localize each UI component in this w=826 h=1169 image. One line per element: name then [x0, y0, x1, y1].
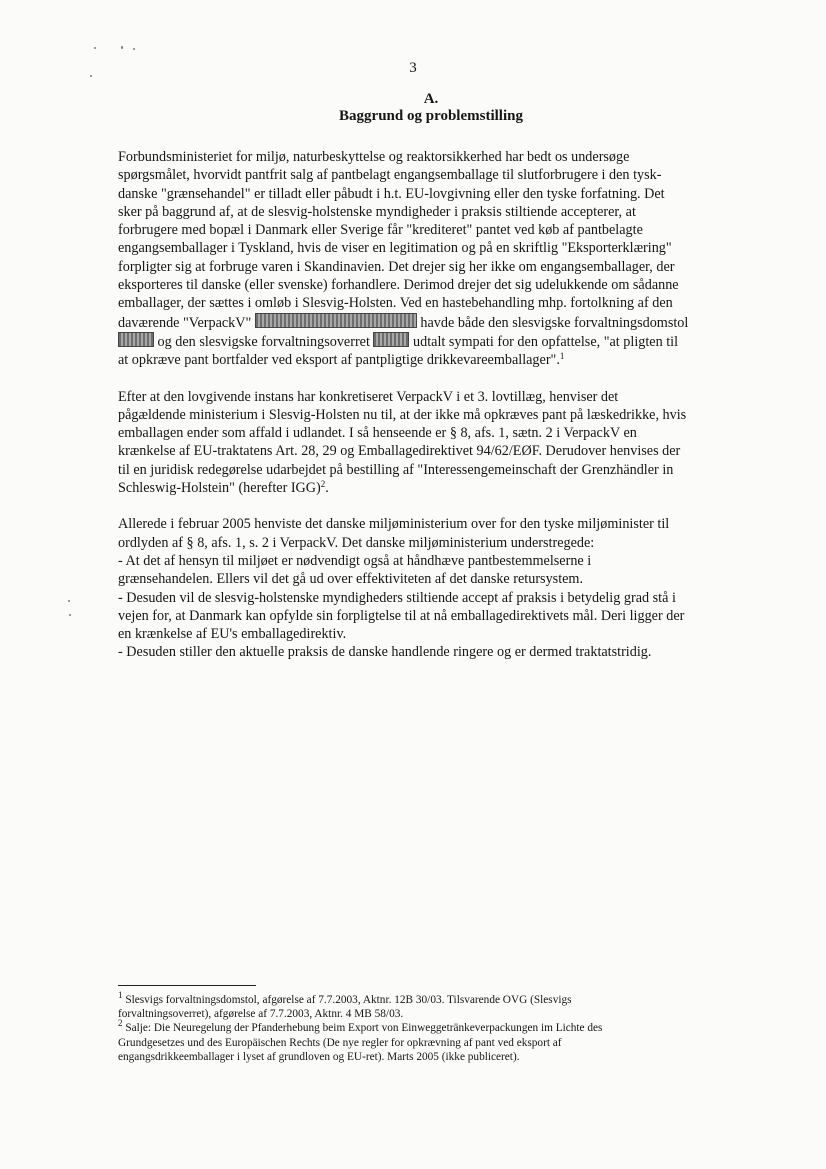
text-line	[118, 515, 748, 533]
text-run: at opkræve pant bortfalder ved eksport af pantpligtige drikkevareemballager".	[118, 352, 560, 369]
text-run: daværende "VerpackV"	[118, 314, 255, 331]
text-run: forpligter sig at forbruge varen i Skandinavien. Det drejer sig her ikke om engangsemballager, der	[118, 258, 675, 275]
text-line	[118, 166, 748, 184]
paragraph	[118, 148, 748, 370]
text-run: engangsemballager i Tyskland, hvis de viser en legitimation og på en skriftlig "Eksporterklæring"	[118, 240, 672, 257]
text-run: Allerede i februar 2005 henviste det danske miljøministerium over for den tyske miljøminister til	[118, 516, 670, 533]
text-run: Forbundsministeriet for miljø, naturbeskyttelse og reaktorsikkerhed har bedt os undersøge	[118, 149, 630, 165]
text-run: ordlyden af § 8, afs. 1, s. 2 i VerpackV. Det danske miljøministerium understregede:	[118, 534, 595, 551]
text-run: danske "grænsehandel" er tilladt eller påbudt i h.t. EU-lovgivning eller den tyske forfatning. Det	[118, 185, 665, 202]
text-line	[118, 221, 748, 239]
text-run: - Desuden stiller den aktuelle praksis de danske handlende ringere og er dermed traktatstridig.	[118, 644, 652, 661]
text-line	[118, 258, 748, 276]
text-line	[118, 388, 748, 406]
text-line	[118, 203, 748, 221]
text-run: spørgsmålet, hvorvidt pantfrit salg af pantbelagt engangsemballage til slutforbrugere i den tysk-	[118, 167, 662, 184]
text-run: Grundgesetzes und des Europäischen Rechts (De nye regler for opkrævning af pant ved eksport af	[118, 1036, 562, 1049]
text-line	[118, 406, 748, 424]
section-title: Baggrund og problemstilling	[339, 108, 523, 124]
text-run: vejen for, at Danmark kan opfylde sin forpligtelse til at nå emballagedirektivets mål. Deri ligger der	[118, 607, 685, 624]
text-line	[118, 461, 748, 479]
text-run: Slesvigs forvaltningsdomstol, afgørelse af 7.7.2003, Aktnr. 12B 30/03. Tilsvarende OVG (Slesvigs	[122, 994, 572, 1006]
text-run: forbrugere med bopæl i Danmark eller Sverige får "krediteret" pantet ved køb af pantbelagte	[118, 222, 643, 239]
footnote-line	[118, 990, 718, 1007]
text-run: sker på baggrund af, at de slesvig-holstenske myndigheder i praksis stiltiende accepterer, at	[118, 203, 636, 220]
text-line	[118, 442, 748, 460]
footnote-number: 1	[118, 990, 123, 1000]
text-run: pågældende ministerium i Slesvig-Holsten nu til, at der ikke må opkræves pant på læskedrikke, hvis	[118, 406, 687, 423]
text-line	[118, 351, 748, 369]
paragraph	[118, 388, 748, 498]
text-line	[118, 552, 748, 570]
text-run: engangsdrikkeemballager i lyset af grundloven og EU-ret). Marts 2005 (ikke publiceret).	[118, 1050, 520, 1063]
footnote-line	[118, 1050, 718, 1064]
text-run: en krænkelse af EU's emballagedirektiv.	[118, 626, 347, 643]
body-text	[118, 148, 748, 680]
text-run: emballager, der sættes i omløb i Slesvig-Holsten. Ved en hastebehandling mhp. fortolkning af den	[118, 295, 673, 312]
text-run: og den slesvigske forvaltningsoverret	[154, 333, 374, 350]
text-line	[118, 479, 748, 497]
text-line	[118, 589, 748, 607]
text-run: udtalt sympati for den opfattelse, "at pligten til	[409, 333, 679, 350]
text-line	[118, 424, 748, 442]
text-line	[118, 332, 748, 351]
footnote-line	[118, 1018, 718, 1035]
scan-speck	[121, 46, 123, 49]
redaction-block	[255, 313, 417, 328]
footnote-line	[118, 1007, 718, 1021]
footnote-separator	[118, 985, 256, 986]
text-run: eksporteres til danske (eller svenske) forhandlere. Derimod drejer det sig udelukkende om sådanne	[118, 277, 679, 294]
redaction-block	[373, 332, 409, 347]
text-run: forvaltningsoverret), afgørelse af 7.7.2003, Aktnr. 4 MB 58/03.	[118, 1008, 404, 1021]
text-line	[118, 185, 748, 203]
footnote	[118, 990, 718, 1021]
scan-speck	[68, 600, 70, 602]
text-line	[118, 534, 748, 552]
footnote-reference: 1	[559, 351, 565, 362]
scan-speck	[94, 47, 96, 49]
text-line	[118, 313, 748, 332]
text-run: Salje: Die Neuregelung der Pfanderhebung beim Export von Einweggetränkeverpackungen im Lichte des	[122, 1022, 603, 1035]
text-line	[118, 294, 748, 312]
text-line	[118, 643, 748, 661]
scan-speck	[69, 614, 71, 616]
text-run: krænkelse af EU-traktatens Art. 28, 29 og Emballagedirektivet 94/62/EØF. Derudover henvises der	[118, 443, 681, 460]
page-number: 3	[409, 60, 417, 76]
text-run: - Desuden vil de slesvig-holstenske myndigheders stiltiende accept af praksis i betydelig grad stå i	[118, 589, 676, 606]
text-run: til en juridisk redegørelse udarbejdet på bestilling af "Interessengemeinschaft der Grenzhändler in	[118, 461, 674, 478]
section-letter: A.	[423, 91, 439, 107]
text-run: .	[325, 480, 329, 497]
text-line	[118, 276, 748, 294]
footnote-line	[118, 1036, 718, 1050]
footnotes	[118, 990, 718, 1064]
paragraph	[118, 515, 748, 661]
scan-speck	[133, 48, 135, 50]
text-run: emballagen ender som affald i udlandet. I så henseende er § 8, afs. 1, sætn. 2 i VerpackV en	[118, 425, 637, 442]
redaction-block	[118, 332, 154, 347]
text-line	[118, 625, 748, 643]
text-run: grænsehandelen. Ellers vil det gå ud over effektiviteten af det danske retursystem.	[118, 571, 584, 588]
text-line	[118, 570, 748, 588]
text-run: Efter at den lovgivende instans har konkretiseret VerpackV i et 3. lovtillæg, henviser det	[118, 388, 619, 405]
text-run: - At det af hensyn til miljøet er nødvendigt også at håndhæve pantbestemmelserne i	[118, 552, 592, 569]
text-run: havde både den slesvigske forvaltningsdomstol	[416, 314, 689, 331]
text-run: Schleswig-Holstein" (herefter IGG)	[118, 480, 321, 497]
footnote	[118, 1018, 718, 1064]
text-line	[118, 148, 748, 166]
text-line	[118, 239, 748, 257]
text-line	[118, 607, 748, 625]
footnote-number: 2	[118, 1018, 123, 1029]
footnote-reference: 2	[320, 479, 326, 490]
